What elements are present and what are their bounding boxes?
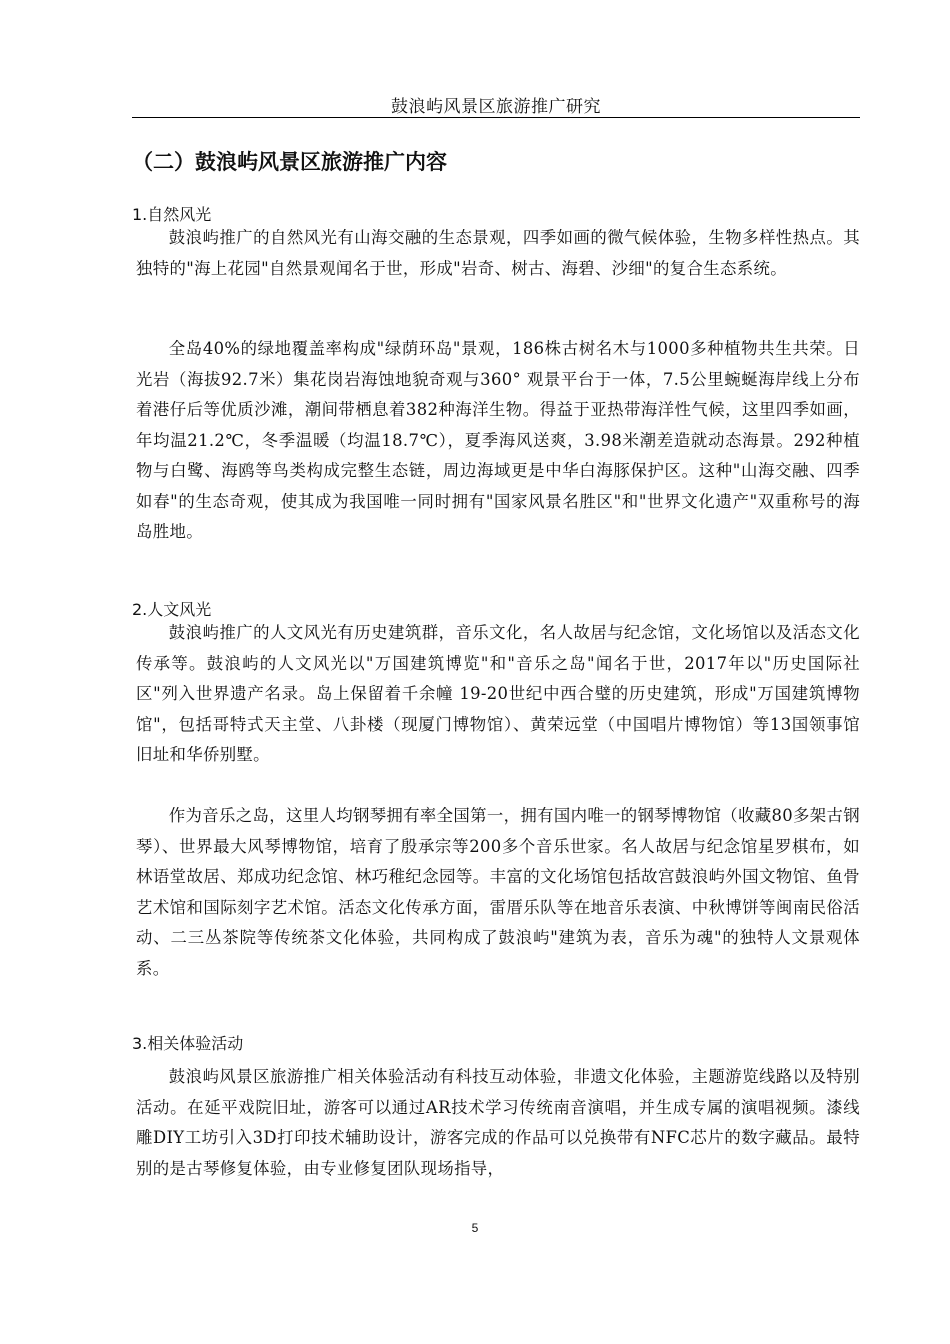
paragraph: 鼓浪屿推广的人文风光有历史建筑群，音乐文化，名人故居与纪念馆，文化场馆以及活态文化传承等。鼓浪屿的人文风光以"万国建筑博览"和"音乐之岛"闻名于世，2017年以"历史国际社区"列入世界遗产名录。岛上保留着千余幢 19-20世纪中西合璧的历史建筑，形成"万国建筑博物馆"，包括哥特式天主堂、八卦楼（现厦门博物馆）、黄荣远堂（中国唱片博物馆）等13国领事馆旧址和华侨别墅。 [136,623,860,764]
paragraph: 全岛40%的绿地覆盖率构成"绿荫环岛"景观，186株古树名木与1000多种植物共生共荣。日光岩（海拔92.7米）集花岗岩海蚀地貌奇观与360° 观景平台于一体，7.5公里蜿蜒海岸线上分布着港仔后等优质沙滩，潮间带栖息着382种海洋生物。得益于亚热带海洋性气候，这里四季如画，年均温21.2℃，冬季温暖（均温18.7℃），夏季海风送爽，3.98米潮差造就动态海景。292种植物与白鹭、海鸥等鸟类构成完整生态链，周边海域更是中华白海豚保护区。这种"山海交融、四季如春"的生态奇观，使其成为我国唯一同时拥有"国家风景名胜区"和"世界文化遗产"双重称号的海岛胜地。 [136,339,860,541]
paragraph: 鼓浪屿推广的自然风光有山海交融的生态景观，四季如画的微气候体验，生物多样性热点。其独特的"海上花园"自然景观闻名于世，形成"岩奇、树古、海碧、沙细"的复合生态系统。 [136,228,860,278]
paragraph: 鼓浪屿风景区旅游推广相关体验活动有科技互动体验，非遗文化体验，主题游览线路以及特别活动。在延平戏院旧址，游客可以通过AR技术学习传统南音演唱，并生成专属的演唱视频。漆线雕DIY工坊引入3D打印技术辅助设计，游客完成的作品可以兑换带有NFC芯片的数字藏品。最特别的是古琴修复体验，由专业修复团队现场指导， [136,1067,860,1178]
page-number: 5 [471,1221,479,1235]
section-title: （二）鼓浪屿风景区旅游推广内容 [132,150,447,174]
subsection-heading-natural: 1.自然风光 [132,205,212,224]
paragraph: 作为音乐之岛，这里人均钢琴拥有率全国第一，拥有国内唯一的钢琴博物馆（收藏80多架古钢琴）、世界最大风琴博物馆，培育了殷承宗等200多个音乐世家。名人故居与纪念馆星罗棋布，如林语堂故居、郑成功纪念馆、林巧稚纪念园等。丰富的文化场馆包括故宫鼓浪屿外国文物馆、鱼骨艺术馆和国际刻字艺术馆。活态文化传承方面，雷厝乐队等在地音乐表演、中秋博饼等闽南民俗活动、二三丛茶院等传统茶文化体验，共同构成了鼓浪屿"建筑为表，音乐为魂"的独特人文景观体系。 [136,806,860,978]
header-divider [132,117,860,118]
subsection-heading-culture: 2.人文风光 [132,600,212,619]
running-header: 鼓浪屿风景区旅游推广研究 [391,97,601,117]
subsection-heading-activities: 3.相关体验活动 [132,1034,244,1053]
